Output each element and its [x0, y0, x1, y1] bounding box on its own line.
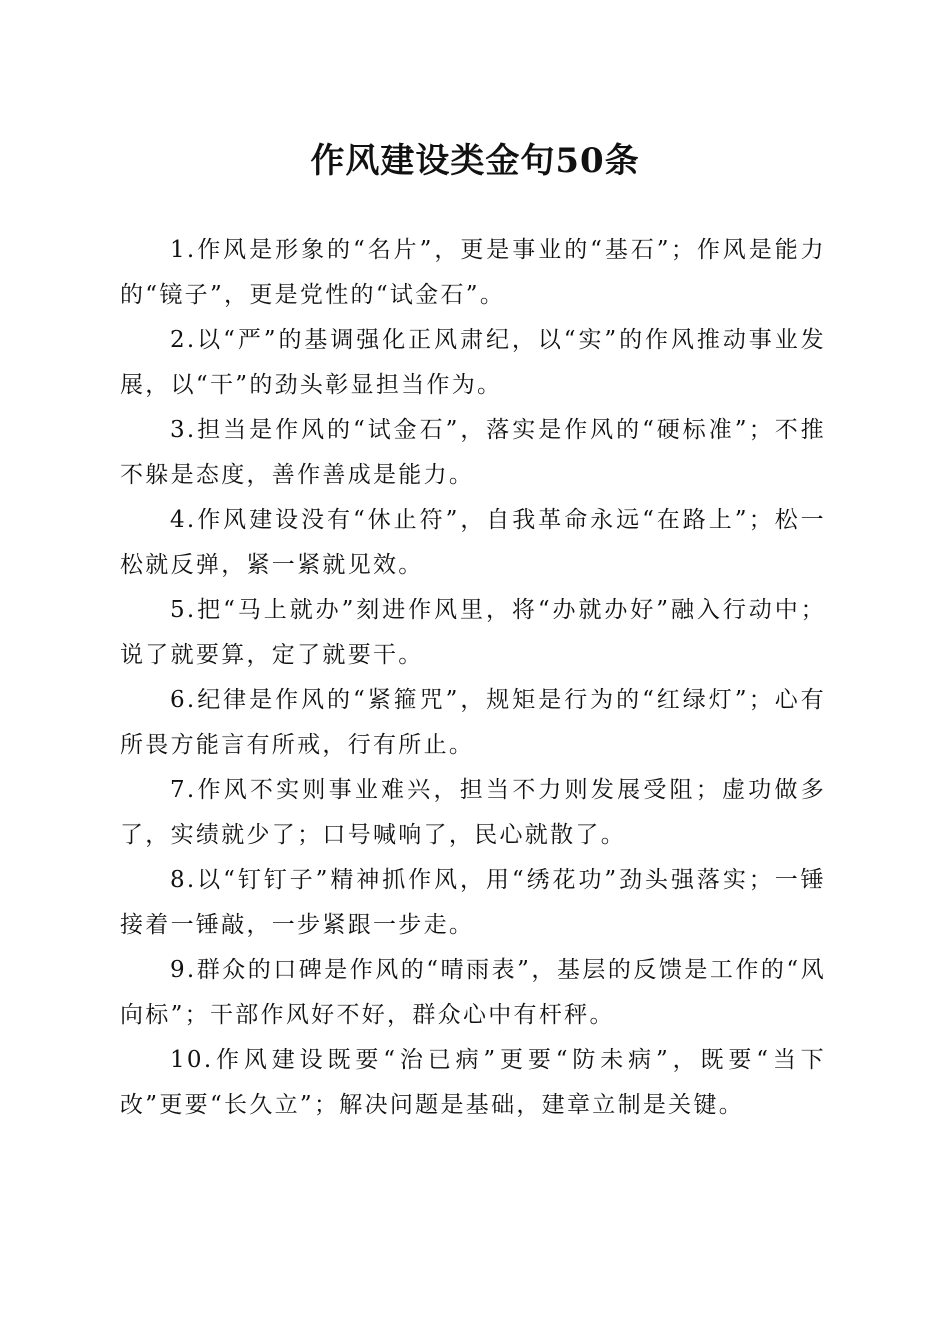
quote-item-10: 10.作风建设既要“治已病”更要“防未病”，既要“当下改”更要“长久立”；解决问题是基础，建章立制是关键。: [120, 1047, 826, 1118]
quote-item-5: 5.把“马上就办”刻进作风里，将“办就办好”融入行动中；说了就要算，定了就要干。: [120, 597, 826, 668]
quote-item-8: 8.以“钉钉子”精神抓作风，用“绣花功”劲头强落实；一锤接着一锤敲，一步紧跟一步走。: [120, 867, 826, 938]
quote-list: [120, 228, 826, 1128]
quote-item-3: 3.担当是作风的“试金石”，落实是作风的“硬标准”；不推不躲是态度，善作善成是能力。: [120, 417, 826, 488]
quote-item-6: 6.纪律是作风的“紧箍咒”，规矩是行为的“红绿灯”；心有所畏方能言有所戒，行有所止。: [120, 687, 826, 758]
quote-item-1: 1.作风是形象的“名片”，更是事业的“基石”；作风是能力的“镜子”，更是党性的“试金石”。: [120, 237, 826, 308]
quote-item-7: 7.作风不实则事业难兴，担当不力则发展受阻；虚功做多了，实绩就少了；口号喊响了，民心就散了。: [120, 777, 826, 848]
document-title: 作风建设类金句50条: [310, 141, 640, 181]
quote-item-2: 2.以“严”的基调强化正风肃纪，以“实”的作风推动事业发展，以“干”的劲头彰显担当作为。: [120, 327, 826, 398]
quote-item-9: 9.群众的口碑是作风的“晴雨表”，基层的反馈是工作的“风向标”；干部作风好不好，群众心中有杆秤。: [120, 957, 826, 1028]
quote-item-4: 4.作风建设没有“休止符”，自我革命永远“在路上”；松一松就反弹，紧一紧就见效。: [120, 507, 826, 578]
